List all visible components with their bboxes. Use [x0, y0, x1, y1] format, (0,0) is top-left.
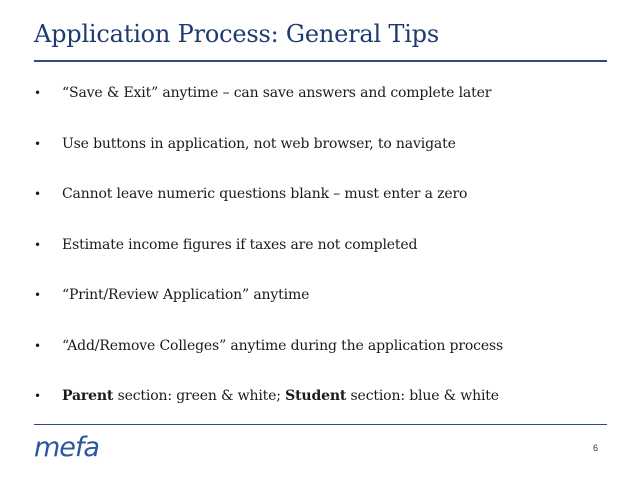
- mefa-logo: mefa: [34, 432, 99, 463]
- bullet-text: Estimate income figures if taxes are not completed: [62, 236, 418, 253]
- bullet-item: [34, 286, 503, 305]
- footer-divider: [34, 424, 607, 425]
- bullet-dot-icon: •: [34, 136, 41, 151]
- bullet-text: Cannot leave numeric questions blank – must enter a zero: [62, 186, 468, 202]
- bullet-item: [34, 387, 503, 406]
- bullet-list: [34, 84, 503, 438]
- page-number: 6: [593, 443, 599, 453]
- bullet-text: “Print/Review Application” anytime: [62, 287, 310, 303]
- bullet-item: [34, 185, 503, 204]
- bullet-bold-student: Student: [285, 388, 347, 404]
- bullet-text: “Add/Remove Colleges” anytime during the application process: [62, 337, 504, 354]
- bullet-item: [34, 236, 503, 255]
- bullet-dot-icon: •: [34, 187, 41, 201]
- bullet-dot-icon: •: [34, 237, 41, 252]
- bullet-item: [34, 337, 503, 356]
- bullet-text: Use buttons in application, not web browser, to navigate: [62, 135, 456, 152]
- slide-title: Application Process: General Tips: [34, 20, 439, 48]
- bullet-item: [34, 84, 503, 103]
- title-divider: [34, 60, 607, 62]
- bullet-text: “Save & Exit” anytime – can save answers and complete later: [62, 85, 492, 101]
- bullet-dot-icon: •: [34, 389, 41, 403]
- bullet-dot-icon: •: [34, 86, 41, 100]
- bullet-dot-icon: •: [34, 288, 41, 302]
- bullet-item: [34, 135, 503, 154]
- bullet-bold-parent: Parent: [62, 388, 114, 404]
- bullet-text: section: blue & white: [346, 388, 499, 404]
- bullet-dot-icon: •: [34, 338, 41, 353]
- bullet-text: section: green & white;: [113, 388, 286, 404]
